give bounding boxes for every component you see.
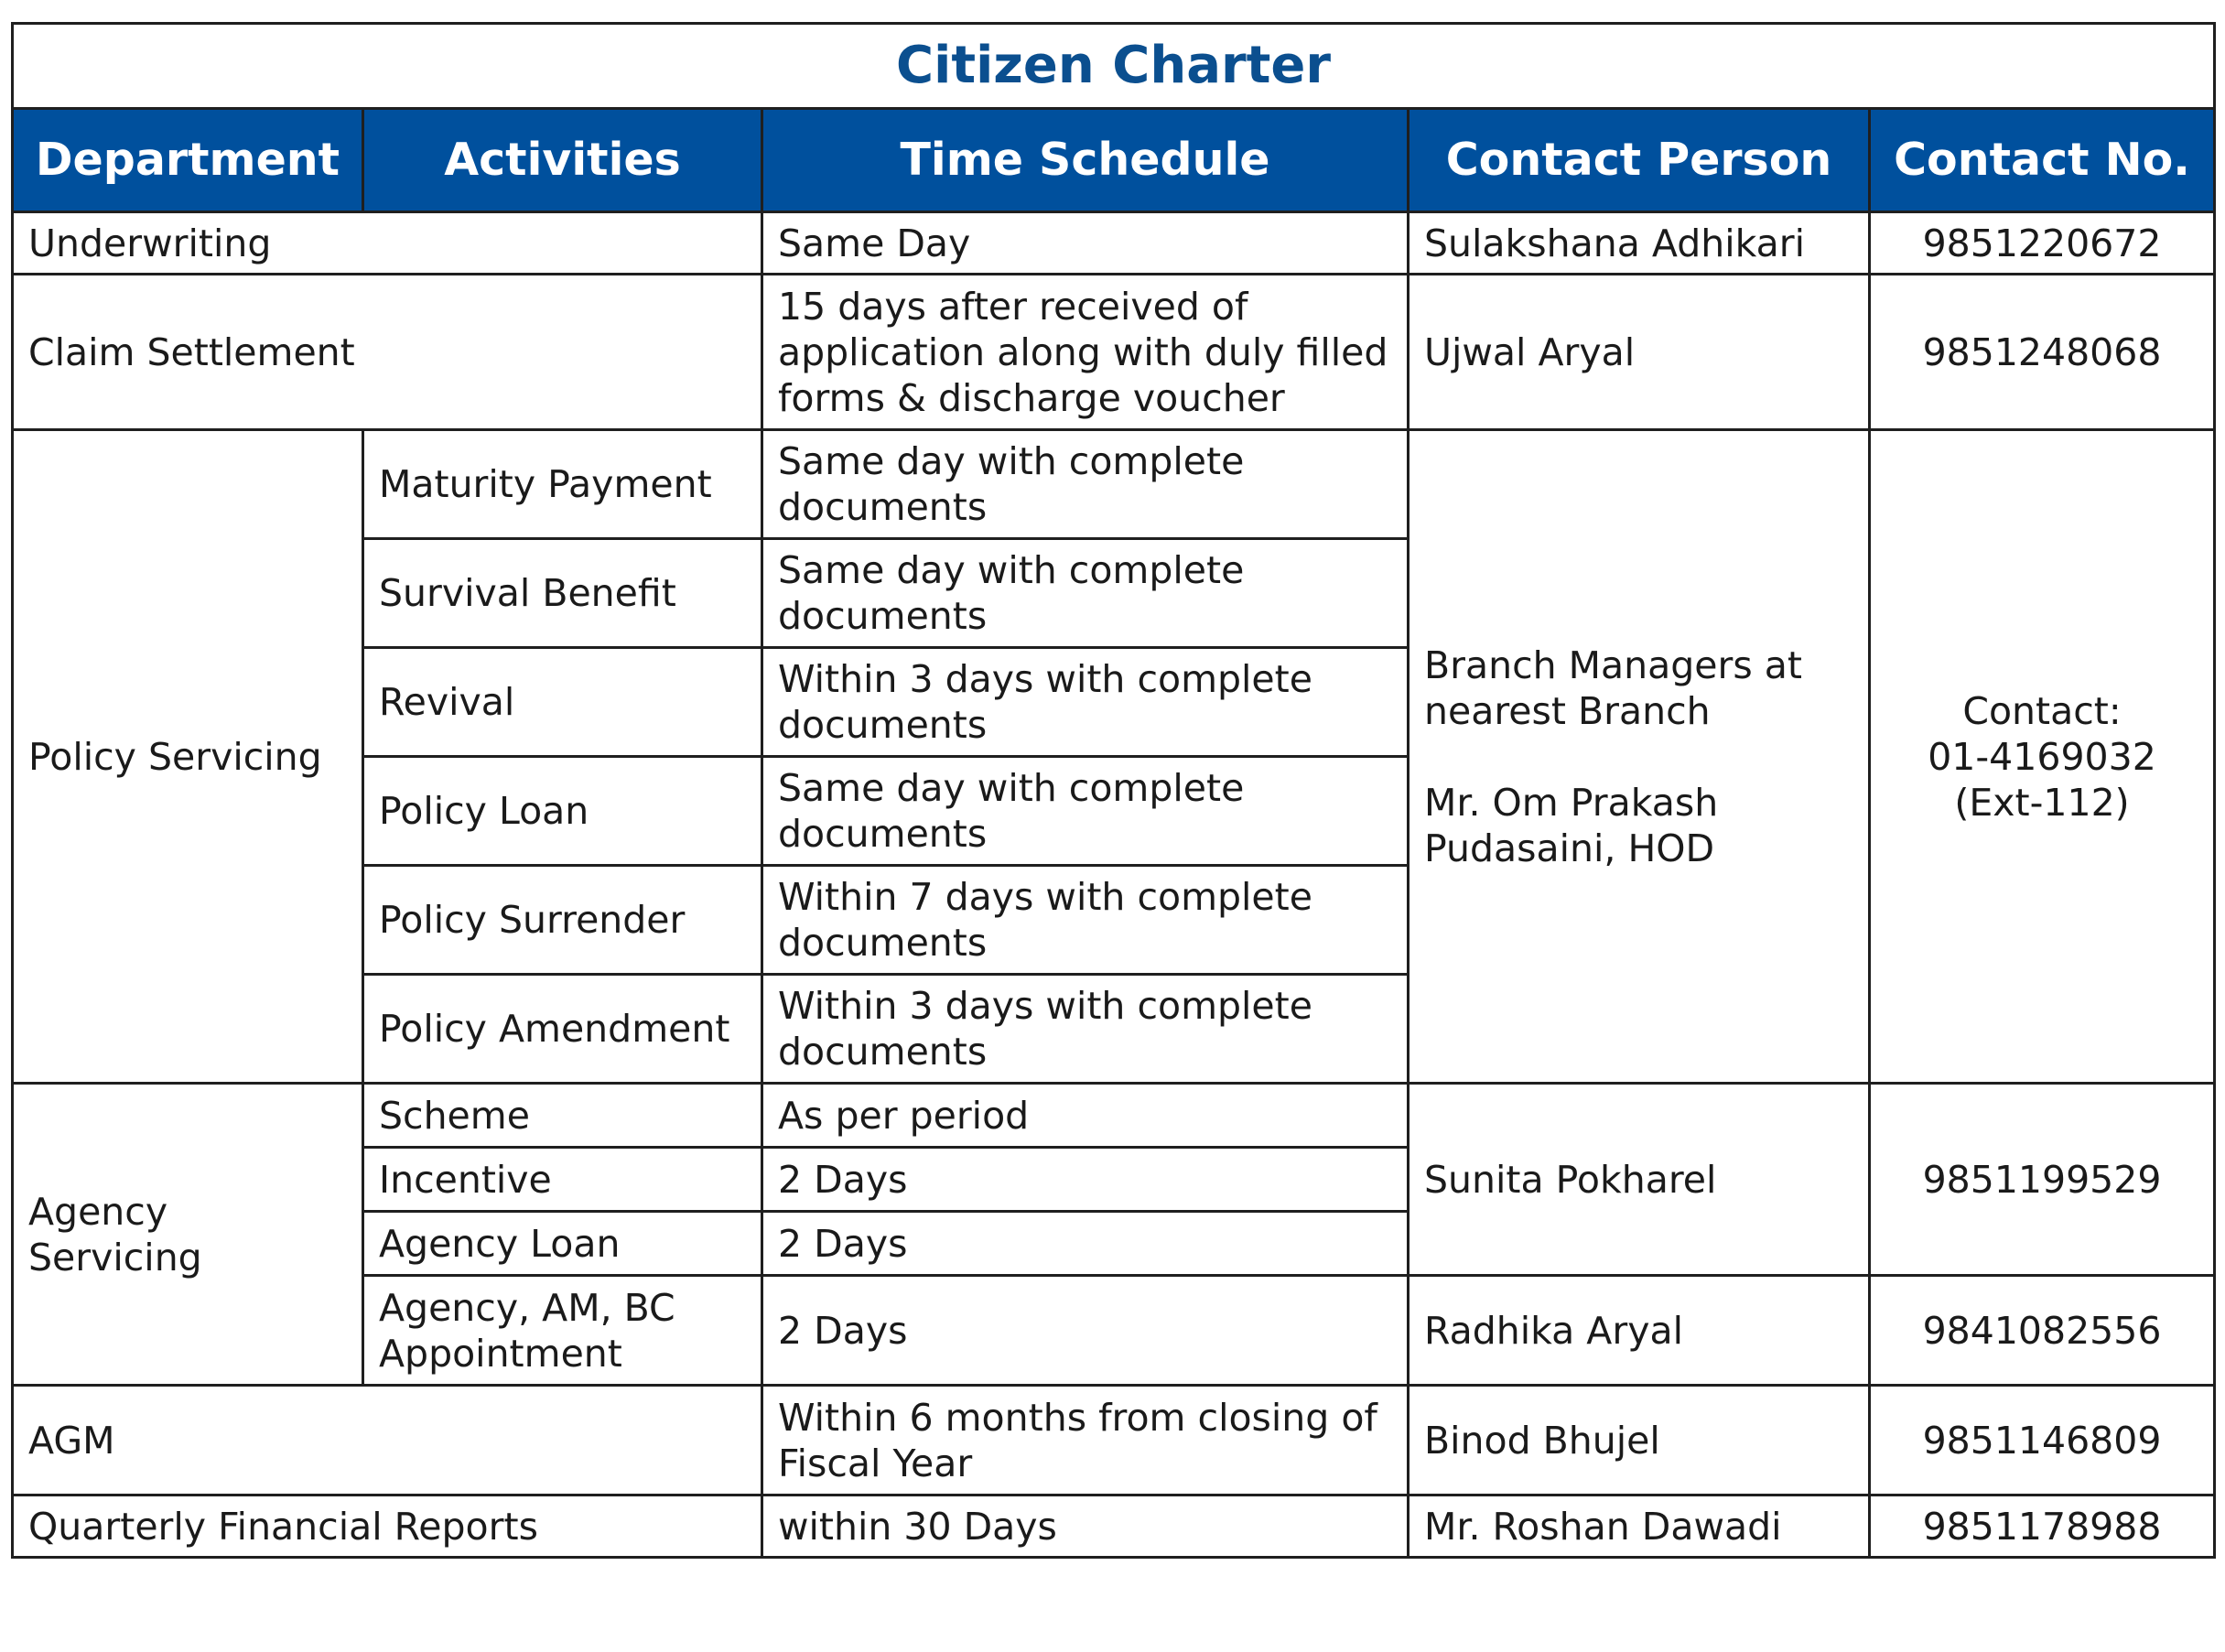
time-schedule-cell: Within 6 months from closing of Fiscal Year (762, 1386, 1409, 1495)
header-department: Department (13, 109, 363, 212)
table-row (13, 275, 2215, 430)
contact-no-cell: 9851220672 (1870, 212, 2215, 275)
contact-person-line: Branch Managers at nearest Branch (1424, 642, 1802, 733)
contact-person-cell (1409, 430, 1870, 1084)
contact-no-cell: 9851248068 (1870, 275, 2215, 430)
contact-no-cell: 9851146809 (1870, 1386, 2215, 1495)
department-cell: Agency Servicing (13, 1084, 363, 1386)
activity-cell: Revival (363, 648, 762, 757)
time-schedule-cell: Within 3 days with complete documents (762, 975, 1409, 1084)
contact-person-cell: Radhika Aryal (1409, 1276, 1870, 1386)
activity-cell: Policy Loan (363, 757, 762, 866)
table-row (13, 1084, 2215, 1148)
time-schedule-cell: Within 3 days with complete documents (762, 648, 1409, 757)
time-schedule-cell: within 30 Days (762, 1495, 1409, 1558)
contact-label: Contact: (1962, 688, 2122, 733)
time-schedule-cell: Same day with complete documents (762, 539, 1409, 648)
contact-person-cell: Binod Bhujel (1409, 1386, 1870, 1495)
contact-no-cell: 9851199529 (1870, 1084, 2215, 1276)
table-row (13, 212, 2215, 275)
time-schedule-cell: Within 7 days with complete documents (762, 866, 1409, 975)
contact-person-cell: Sunita Pokharel (1409, 1084, 1870, 1276)
department-cell: AGM (13, 1386, 762, 1495)
contact-no-cell (1870, 430, 2215, 1084)
time-schedule-cell: 2 Days (762, 1148, 1409, 1212)
activity-cell: Scheme (363, 1084, 762, 1148)
activity-cell: Policy Surrender (363, 866, 762, 975)
contact-number: 01-4169032 (1928, 734, 2156, 779)
header-contact-no: Contact No. (1870, 109, 2215, 212)
header-row (13, 109, 2215, 212)
contact-no-cell: 9841082556 (1870, 1276, 2215, 1386)
time-schedule-cell: Same day with complete documents (762, 430, 1409, 539)
contact-person-cell: Mr. Roshan Dawadi (1409, 1495, 1870, 1558)
activity-cell: Agency, AM, BC Appointment (363, 1276, 762, 1386)
time-schedule-cell: 2 Days (762, 1276, 1409, 1386)
contact-extension: (Ext-112) (1954, 780, 2130, 825)
header-contact-person: Contact Person (1409, 109, 1870, 212)
activity-cell: Survival Benefit (363, 539, 762, 648)
activity-cell: Maturity Payment (363, 430, 762, 539)
time-schedule-cell: Same day with complete documents (762, 757, 1409, 866)
contact-person-line: Mr. Om Prakash Pudasaini, HOD (1424, 780, 1719, 870)
department-cell: Claim Settlement (13, 275, 762, 430)
department-cell: Policy Servicing (13, 430, 363, 1084)
department-cell: Quarterly Financial Reports (13, 1495, 762, 1558)
contact-no-cell: 9851178988 (1870, 1495, 2215, 1558)
activity-cell: Policy Amendment (363, 975, 762, 1084)
table-row (13, 1495, 2215, 1558)
citizen-charter-table (11, 22, 2216, 1559)
activity-cell: Agency Loan (363, 1212, 762, 1276)
time-schedule-cell: Same Day (762, 212, 1409, 275)
time-schedule-cell: 2 Days (762, 1212, 1409, 1276)
time-schedule-cell: 15 days after received of application along with duly filled forms & discharge voucher (762, 275, 1409, 430)
table-title: Citizen Charter (13, 24, 2215, 109)
table-row (13, 430, 2215, 539)
header-activities: Activities (363, 109, 762, 212)
activity-cell: Incentive (363, 1148, 762, 1212)
contact-person-cell: Ujwal Aryal (1409, 275, 1870, 430)
header-time-schedule: Time Schedule (762, 109, 1409, 212)
table-row (13, 1386, 2215, 1495)
department-cell: Underwriting (13, 212, 762, 275)
time-schedule-cell: As per period (762, 1084, 1409, 1148)
contact-person-cell: Sulakshana Adhikari (1409, 212, 1870, 275)
